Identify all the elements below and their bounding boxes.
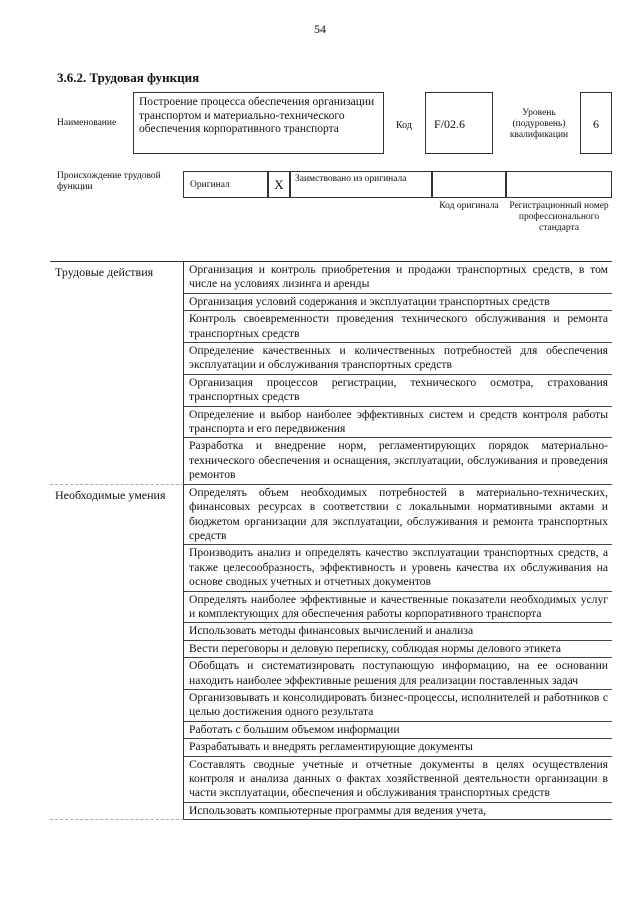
origin-label: Происхождение трудовой функции <box>57 171 161 192</box>
page-number: 54 <box>314 22 326 36</box>
skills-label: Необходимые умения <box>50 485 184 821</box>
labor-actions-group <box>50 262 612 485</box>
skill-item: Определять наиболее эффективные и качественные показатели необходимых услуг и комплектующих для обеспечения работы корпоративного транспорта <box>184 592 612 624</box>
skill-item: Составлять сводные учетные и отчетные документы в целях осуществления контроля и анализа данных о фактах хозяйственной деятельности организации в части эксплуатации, обеспечения и обслуживания транспортных средств <box>184 757 612 803</box>
qualification-level-label: Уровень (подуровень) квалификации <box>509 108 569 140</box>
skill-item: Использовать компьютерные программы для ведения учета, <box>184 803 612 820</box>
skill-item: Работать с большим объемом информации <box>184 722 612 739</box>
skill-item: Обобщать и систематизировать поступающую информацию, на ее основании находить наиболее эффективные решения для реализации поставленных задач <box>184 658 612 690</box>
code-label: Код <box>396 120 412 131</box>
labor-action-item: Контроль своевременности проведения технического обслуживания и ремонта транспортных средств <box>184 311 612 343</box>
skill-item: Вести переговоры и деловую переписку, соблюдая нормы делового этикета <box>184 641 612 658</box>
name-label: Наименование <box>57 118 117 128</box>
qualification-level-value: 6 <box>580 92 612 154</box>
code-original-label: Код оригинала <box>439 201 499 211</box>
labor-function-table <box>50 261 612 820</box>
origin-mark-cell: X <box>268 171 290 198</box>
labor-action-item: Определение качественных и количественных потребностей для обеспечения эксплуатации и обслуживания транспортных средств <box>184 343 612 375</box>
function-code-value: F/02.6 <box>425 92 493 154</box>
skill-item: Использовать методы финансовых вычислений и анализа <box>184 623 612 640</box>
skill-item: Организовывать и консолидировать бизнес-процессы, исполнителей и работников с целью достижения одного результата <box>184 690 612 722</box>
code-original-cell <box>432 171 506 198</box>
function-name-value: Построение процесса обеспечения организации транспортом и материально-технического обеспечения корпоративного транспорта <box>133 92 384 154</box>
labor-action-item: Разработка и внедрение норм, регламентирующих порядок материально-технического обеспечения и оснащения, эксплуатации, обслуживания и проведения ремонтов <box>184 438 612 484</box>
labor-action-item: Определение и выбор наиболее эффективных систем и средств контроля работы транспорта и его передвижения <box>184 407 612 439</box>
labor-actions-label: Трудовые действия <box>50 262 184 485</box>
skill-item: Производить анализ и определять качество эксплуатации транспортных средств, а также целесообразность, эффективность и уровень качества их обслуживания на основе сводных учетных и отчетных документов <box>184 545 612 591</box>
section-title: 3.6.2. Трудовая функция <box>57 70 200 85</box>
origin-original-cell: Оригинал <box>183 171 268 198</box>
skill-item: Определять объем необходимых потребностей в материально-технических, финансовых ресурсах в соответствии с локальными нормативными актами и бюджетом организации для эксплуатации, обслуживания и ремонта транспортных средств <box>184 485 612 546</box>
skill-item: Разрабатывать и внедрять регламентирующие документы <box>184 739 612 756</box>
origin-borrowed-cell: Заимствовано из оригинала <box>290 171 432 198</box>
labor-action-item: Организация и контроль приобретения и продажи транспортных средств, в том числе на условиях лизинга и аренды <box>184 262 612 294</box>
skills-group <box>50 485 612 821</box>
labor-action-item: Организация процессов регистрации, технического осмотра, страхования транспортных средств <box>184 375 612 407</box>
labor-action-item: Организация условий содержания и эксплуатации транспортных средств <box>184 294 612 311</box>
registration-number-label: Регистрационный номер профессионального стандарта <box>509 201 609 233</box>
registration-number-cell <box>506 171 612 198</box>
